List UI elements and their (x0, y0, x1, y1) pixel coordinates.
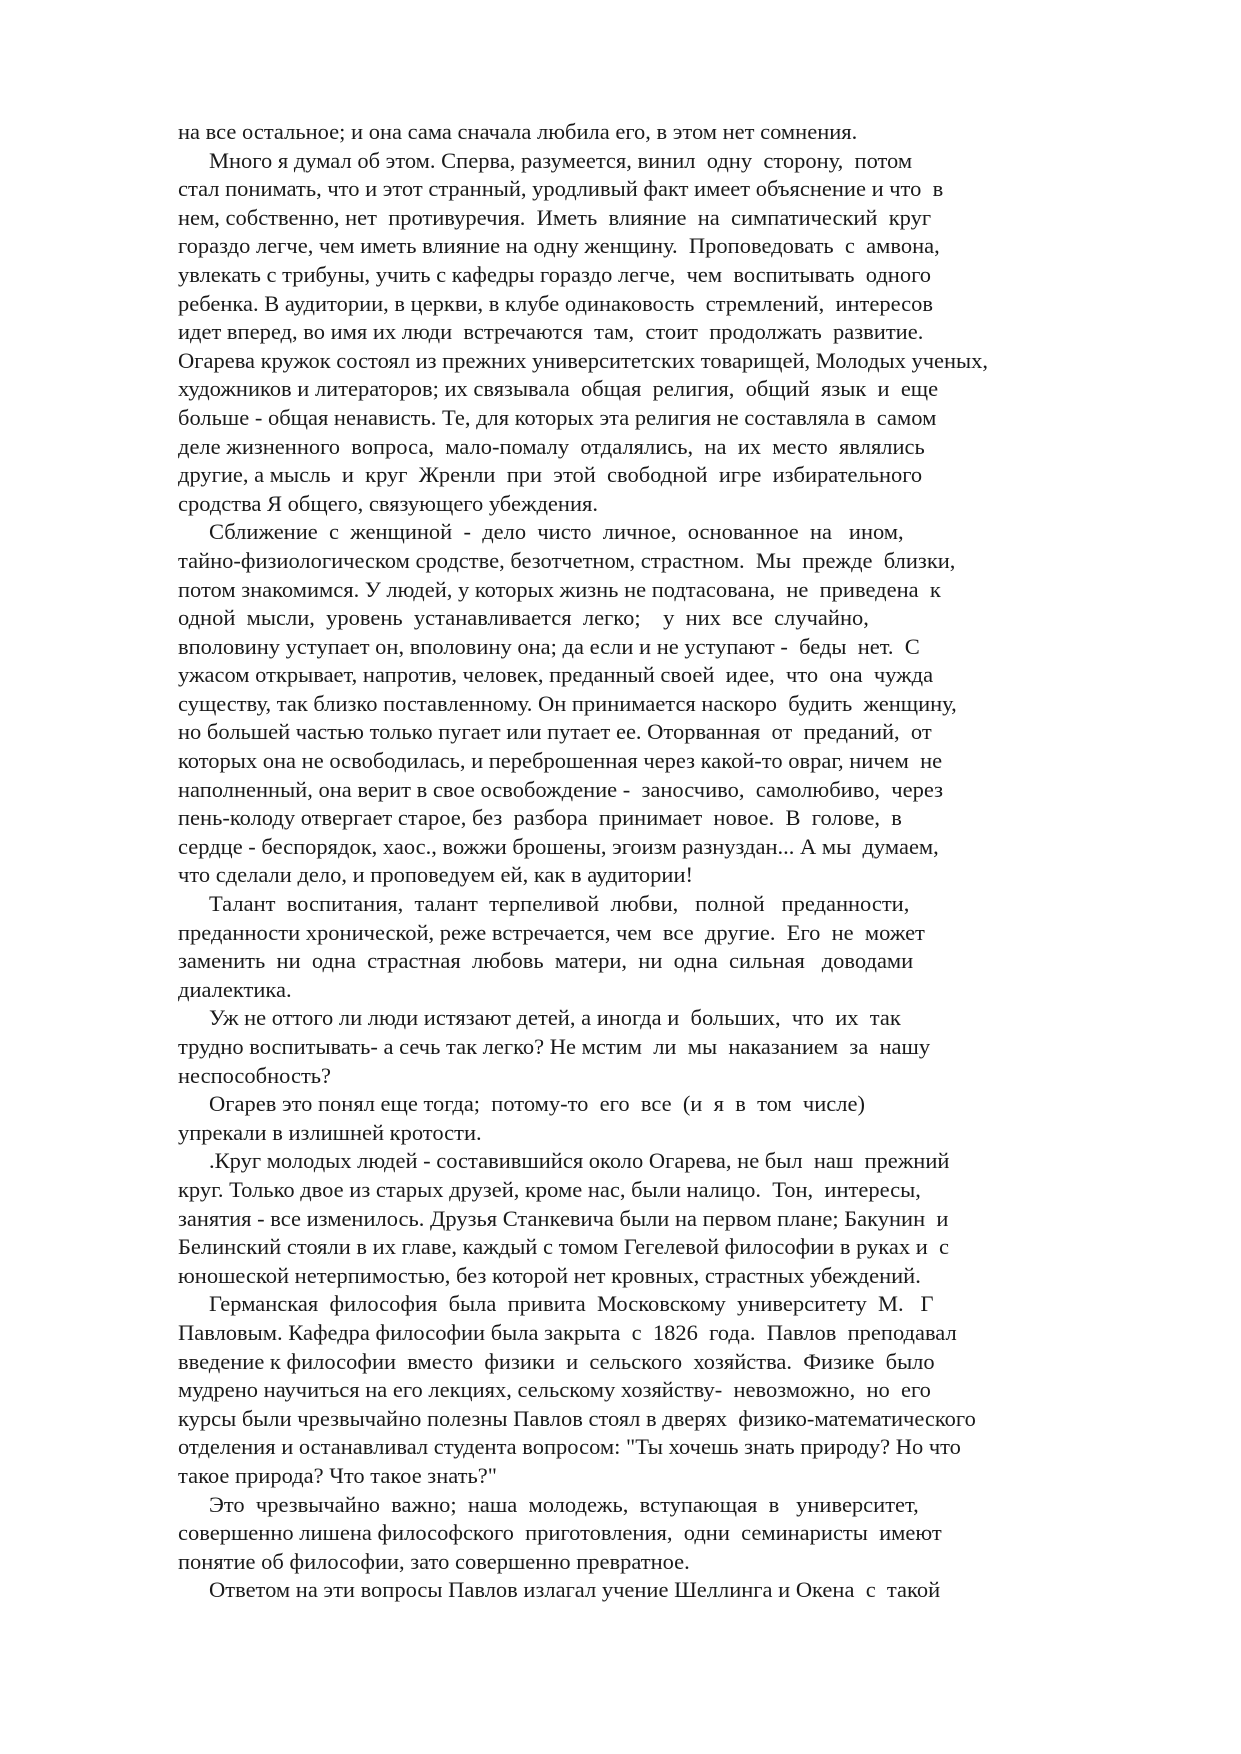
text-line: ужасом открывает, напротив, человек, преданный своей идее, что она чужда (178, 662, 934, 688)
text-line: преданности хронической, реже встречается, чем все другие. Его не может (178, 919, 925, 945)
text-line: нем, собственно, нет противуречия. Иметь влияние на симпатический круг (178, 204, 932, 230)
paragraph-first-line: Много я думал об этом. Сперва, разумеется, винил одну сторону, потом (209, 147, 913, 173)
text-line: больше - общая ненависть. Те, для которых эта религия не составляла в самом (178, 404, 937, 430)
text-line: пень-колоду отвергает старое, без разбора принимает новое. В голове, в (178, 805, 902, 831)
text-line: введение к философии вместо физики и сельского хозяйства. Физике было (178, 1348, 935, 1374)
text-line: трудно воспитывать- а сечь так легко? Не мстим ли мы наказанием за нашу (178, 1034, 931, 1059)
paragraph-first-line: .Круг молодых людей - составившийся около Огарева, не был наш прежний (209, 1148, 950, 1174)
text-line: занятия - все изменилось. Друзья Станкевича были на первом плане; Бакунин и (178, 1205, 949, 1231)
text-line: деле жизненного вопроса, мало-помалу отдалялись, на их место являлись (178, 433, 925, 459)
text-line: заменить ни одна страстная любовь матери, ни одна сильная доводами (178, 948, 914, 974)
text-line: потом знакомимся. У людей, у которых жизнь не подтасована, не приведена к (178, 576, 941, 602)
text-line: стал понимать, что и этот странный, уродливый факт имеет объяснение и что в (178, 176, 944, 202)
paragraph-first-line: Ответом на эти вопросы Павлов излагал учение Шеллинга и Окена с такой (209, 1577, 941, 1603)
text-line: курсы были чрезвычайно полезны Павлов стоял в дверях физико-математического (178, 1405, 976, 1431)
text-line: совершенно лишена философского приготовления, одни семинаристы имеют (178, 1520, 942, 1546)
text-line: увлекать с трибуны, учить с кафедры гораздо легче, чем воспитывать одного (178, 261, 931, 287)
paragraph-first-line: Это чрезвычайно важно; наша молодежь, вступающая в университет, (209, 1491, 919, 1517)
text-line: другие, а мысль и круг Жренли при этой свободной игре избирательного (178, 462, 923, 488)
paragraph-first-line: Германская философия была привита Московскому университету М. Г (209, 1291, 934, 1317)
text-line: упрекали в излишней кротости. (178, 1119, 482, 1145)
text-line: неспособность? (178, 1062, 332, 1088)
text-line: сердце - беспорядок, хаос., вожжи брошены, эгоизм разнуздан... А мы думаем, (178, 833, 939, 859)
text-line: что сделали дело, и проповедуем ей, как в аудитории! (178, 862, 693, 888)
body-text (178, 118, 1078, 1605)
text-line: отделения и останавливал студента вопросом: "Ты хочешь знать природу? Но что (178, 1434, 961, 1460)
text-line: идет вперед, во имя их люди встречаются там, стоит продолжать развитие. (178, 319, 924, 345)
text-line: которых она не освободилась, и переброшенная через какой-то овраг, ничем не (178, 748, 943, 774)
text-line: Белинский стояли в их главе, каждый с томом Гегелевой философии в руках и с (178, 1234, 950, 1260)
text-line: Павловым. Кафедра философии была закрыта с 1826 года. Павлов преподавал (178, 1319, 957, 1345)
text-line: гораздо легче, чем иметь влияние на одну женщину. Проповедовать с амвона, (178, 233, 940, 259)
text-line: наполненный, она верит в свое освобождение - заносчиво, самолюбиво, через (178, 776, 943, 802)
text-line: на все остальное; и она сама сначала любила его, в этом нет сомнения. (178, 119, 858, 144)
text-line: но большей частью только пугает или путает ее. Оторванная от преданий, от (178, 719, 932, 745)
paragraph-first-line: Уж не оттого ли люди истязают детей, а иногда и больших, что их так (209, 1005, 901, 1031)
text-line: одной мысли, уровень устанавливается легко; у них все случайно, (178, 605, 869, 631)
paragraph-first-line: Талант воспитания, талант терпеливой любви, полной преданности, (209, 891, 910, 917)
text-line: круг. Только двое из старых друзей, кроме нас, были налицо. Тон, интересы, (178, 1176, 921, 1202)
text-line: сродства Я общего, связующего убеждения. (178, 490, 598, 516)
paragraph-first-line: Огарев это понял еще тогда; потому-то его все (и я в том числе) (209, 1091, 865, 1117)
text-line: существу, так близко поставленному. Он принимается наскоро будить женщину, (178, 690, 957, 716)
text-line: юношеской нетерпимостью, без которой нет кровных, страстных убеждений. (178, 1262, 921, 1288)
text-line: художников и литераторов; их связывала общая религия, общий язык и еще (178, 376, 939, 402)
text-line: ребенка. В аудитории, в церкви, в клубе одинаковость стремлений, интересов (178, 290, 934, 316)
text-line: диалектика. (178, 976, 292, 1002)
paragraph-first-line: Сближение с женщиной - дело чисто личное, основанное на ином, (209, 519, 904, 545)
text-line: тайно-физиологическом сродстве, безотчетном, страстном. Мы прежде близки, (178, 547, 956, 573)
text-line: вполовину уступает он, вполовину она; да если и не уступают - беды нет. С (178, 633, 920, 659)
text-line: мудрено научиться на его лекциях, сельскому хозяйству- невозможно, но его (178, 1377, 931, 1403)
text-line: понятие об философии, зато совершенно превратное. (178, 1548, 690, 1574)
text-line: такое природа? Что такое знать?" (178, 1462, 497, 1488)
text-line: Огарева кружок состоял из прежних университетских товарищей, Молодых ученых, (178, 347, 989, 373)
